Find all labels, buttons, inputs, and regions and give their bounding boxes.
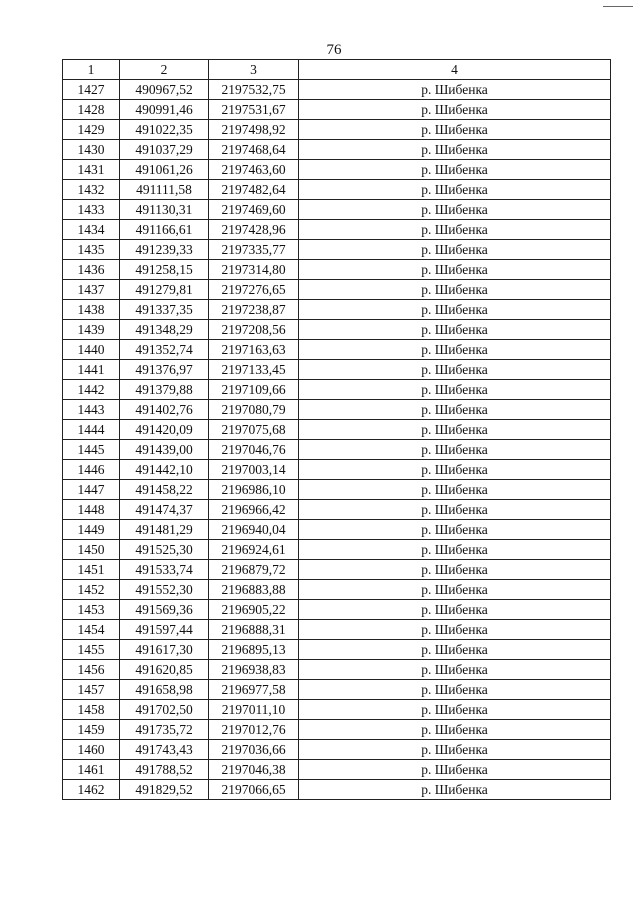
description-cell: р. Шибенка: [299, 180, 611, 200]
point-number-cell: 1445: [63, 440, 120, 460]
x-coordinate-cell: 491258,15: [120, 260, 209, 280]
description-cell: р. Шибенка: [299, 520, 611, 540]
table-row: [63, 140, 611, 160]
point-number-cell: 1433: [63, 200, 120, 220]
point-number-cell: 1443: [63, 400, 120, 420]
y-coordinate-cell: 2197012,76: [209, 720, 299, 740]
y-coordinate-cell: 2197428,96: [209, 220, 299, 240]
x-coordinate-cell: 491037,29: [120, 140, 209, 160]
x-coordinate-cell: 491352,74: [120, 340, 209, 360]
y-coordinate-cell: 2197276,65: [209, 280, 299, 300]
x-coordinate-cell: 490991,46: [120, 100, 209, 120]
point-number-cell: 1452: [63, 580, 120, 600]
point-number-cell: 1435: [63, 240, 120, 260]
y-coordinate-cell: 2197208,56: [209, 320, 299, 340]
point-number-cell: 1447: [63, 480, 120, 500]
table-row: [63, 320, 611, 340]
description-cell: р. Шибенка: [299, 720, 611, 740]
description-cell: р. Шибенка: [299, 160, 611, 180]
table-row: [63, 500, 611, 520]
table-row: [63, 300, 611, 320]
y-coordinate-cell: 2197046,76: [209, 440, 299, 460]
y-coordinate-cell: 2197046,38: [209, 760, 299, 780]
table-row: [63, 400, 611, 420]
y-coordinate-cell: 2197109,66: [209, 380, 299, 400]
table-row: [63, 240, 611, 260]
point-number-cell: 1432: [63, 180, 120, 200]
x-coordinate-cell: 490967,52: [120, 80, 209, 100]
page-number: 76: [326, 42, 342, 58]
x-coordinate-cell: 491597,44: [120, 620, 209, 640]
x-coordinate-cell: 491376,97: [120, 360, 209, 380]
y-coordinate-cell: 2197469,60: [209, 200, 299, 220]
point-number-cell: 1453: [63, 600, 120, 620]
point-number-cell: 1460: [63, 740, 120, 760]
point-number-cell: 1440: [63, 340, 120, 360]
x-coordinate-cell: 491239,33: [120, 240, 209, 260]
x-coordinate-cell: 491658,98: [120, 680, 209, 700]
description-cell: р. Шибенка: [299, 560, 611, 580]
point-number-cell: 1441: [63, 360, 120, 380]
description-cell: р. Шибенка: [299, 620, 611, 640]
x-coordinate-cell: 491743,43: [120, 740, 209, 760]
point-number-cell: 1455: [63, 640, 120, 660]
description-cell: р. Шибенка: [299, 640, 611, 660]
x-coordinate-cell: 491439,00: [120, 440, 209, 460]
table-row: [63, 220, 611, 240]
point-number-cell: 1454: [63, 620, 120, 640]
y-coordinate-cell: 2196895,13: [209, 640, 299, 660]
table-row: [63, 600, 611, 620]
table-row: [63, 260, 611, 280]
x-coordinate-cell: 491525,30: [120, 540, 209, 560]
table-row: [63, 760, 611, 780]
point-number-cell: 1444: [63, 420, 120, 440]
table-row: [63, 120, 611, 140]
table-row: [63, 180, 611, 200]
table-row: [63, 160, 611, 180]
y-coordinate-cell: 2197482,64: [209, 180, 299, 200]
description-cell: р. Шибенка: [299, 660, 611, 680]
x-coordinate-cell: 491279,81: [120, 280, 209, 300]
column-header: 2: [120, 60, 209, 80]
y-coordinate-cell: 2196879,72: [209, 560, 299, 580]
x-coordinate-cell: 491022,35: [120, 120, 209, 140]
point-number-cell: 1448: [63, 500, 120, 520]
description-cell: р. Шибенка: [299, 680, 611, 700]
point-number-cell: 1446: [63, 460, 120, 480]
x-coordinate-cell: 491474,37: [120, 500, 209, 520]
y-coordinate-cell: 2197075,68: [209, 420, 299, 440]
y-coordinate-cell: 2197133,45: [209, 360, 299, 380]
table-row: [63, 640, 611, 660]
table-row: [63, 340, 611, 360]
point-number-cell: 1459: [63, 720, 120, 740]
description-cell: р. Шибенка: [299, 300, 611, 320]
table-row: [63, 680, 611, 700]
x-coordinate-cell: 491552,30: [120, 580, 209, 600]
y-coordinate-cell: 2197163,63: [209, 340, 299, 360]
column-header: 4: [299, 60, 611, 80]
y-coordinate-cell: 2196938,83: [209, 660, 299, 680]
description-cell: р. Шибенка: [299, 740, 611, 760]
table-row: [63, 280, 611, 300]
description-cell: р. Шибенка: [299, 80, 611, 100]
description-cell: р. Шибенка: [299, 200, 611, 220]
y-coordinate-cell: 2197468,64: [209, 140, 299, 160]
y-coordinate-cell: 2197011,10: [209, 700, 299, 720]
scan-artifact-line: [603, 6, 633, 7]
point-number-cell: 1431: [63, 160, 120, 180]
description-cell: р. Шибенка: [299, 440, 611, 460]
y-coordinate-cell: 2196905,22: [209, 600, 299, 620]
point-number-cell: 1439: [63, 320, 120, 340]
description-cell: р. Шибенка: [299, 480, 611, 500]
point-number-cell: 1438: [63, 300, 120, 320]
point-number-cell: 1442: [63, 380, 120, 400]
description-cell: р. Шибенка: [299, 540, 611, 560]
x-coordinate-cell: 491458,22: [120, 480, 209, 500]
table-row: [63, 520, 611, 540]
x-coordinate-cell: 491788,52: [120, 760, 209, 780]
description-cell: р. Шибенка: [299, 340, 611, 360]
x-coordinate-cell: 491829,52: [120, 780, 209, 800]
x-coordinate-cell: 491337,35: [120, 300, 209, 320]
y-coordinate-cell: 2197463,60: [209, 160, 299, 180]
x-coordinate-cell: 491442,10: [120, 460, 209, 480]
point-number-cell: 1437: [63, 280, 120, 300]
y-coordinate-cell: 2196977,58: [209, 680, 299, 700]
table-row: [63, 360, 611, 380]
x-coordinate-cell: 491702,50: [120, 700, 209, 720]
table-row: [63, 440, 611, 460]
point-number-cell: 1461: [63, 760, 120, 780]
description-cell: р. Шибенка: [299, 580, 611, 600]
description-cell: р. Шибенка: [299, 420, 611, 440]
table-row: [63, 200, 611, 220]
table-row: [63, 420, 611, 440]
description-cell: р. Шибенка: [299, 700, 611, 720]
table-row: [63, 720, 611, 740]
point-number-cell: 1449: [63, 520, 120, 540]
table-row: [63, 780, 611, 800]
y-coordinate-cell: 2196966,42: [209, 500, 299, 520]
x-coordinate-cell: 491061,26: [120, 160, 209, 180]
x-coordinate-cell: 491569,36: [120, 600, 209, 620]
description-cell: р. Шибенка: [299, 240, 611, 260]
x-coordinate-cell: 491111,58: [120, 180, 209, 200]
point-number-cell: 1428: [63, 100, 120, 120]
description-cell: р. Шибенка: [299, 120, 611, 140]
description-cell: р. Шибенка: [299, 600, 611, 620]
x-coordinate-cell: 491617,30: [120, 640, 209, 660]
description-cell: р. Шибенка: [299, 780, 611, 800]
description-cell: р. Шибенка: [299, 760, 611, 780]
table-row: [63, 460, 611, 480]
y-coordinate-cell: 2197066,65: [209, 780, 299, 800]
x-coordinate-cell: 491735,72: [120, 720, 209, 740]
y-coordinate-cell: 2197531,67: [209, 100, 299, 120]
point-number-cell: 1457: [63, 680, 120, 700]
point-number-cell: 1451: [63, 560, 120, 580]
point-number-cell: 1456: [63, 660, 120, 680]
x-coordinate-cell: 491402,76: [120, 400, 209, 420]
point-number-cell: 1427: [63, 80, 120, 100]
y-coordinate-cell: 2196883,88: [209, 580, 299, 600]
point-number-cell: 1436: [63, 260, 120, 280]
description-cell: р. Шибенка: [299, 360, 611, 380]
description-cell: р. Шибенка: [299, 460, 611, 480]
description-cell: р. Шибенка: [299, 500, 611, 520]
table-row: [63, 100, 611, 120]
description-cell: р. Шибенка: [299, 260, 611, 280]
table-row: [63, 580, 611, 600]
point-number-cell: 1429: [63, 120, 120, 140]
x-coordinate-cell: 491166,61: [120, 220, 209, 240]
y-coordinate-cell: 2197314,80: [209, 260, 299, 280]
table-row: [63, 620, 611, 640]
table-row: [63, 380, 611, 400]
description-cell: р. Шибенка: [299, 320, 611, 340]
x-coordinate-cell: 491348,29: [120, 320, 209, 340]
column-header: 3: [209, 60, 299, 80]
x-coordinate-cell: 491533,74: [120, 560, 209, 580]
description-cell: р. Шибенка: [299, 140, 611, 160]
coordinates-table: [62, 59, 611, 800]
table-row: [63, 540, 611, 560]
y-coordinate-cell: 2196986,10: [209, 480, 299, 500]
point-number-cell: 1434: [63, 220, 120, 240]
x-coordinate-cell: 491130,31: [120, 200, 209, 220]
column-header: 1: [63, 60, 120, 80]
table-header-row: [63, 60, 611, 80]
point-number-cell: 1462: [63, 780, 120, 800]
y-coordinate-cell: 2197003,14: [209, 460, 299, 480]
point-number-cell: 1450: [63, 540, 120, 560]
table-row: [63, 480, 611, 500]
table-row: [63, 560, 611, 580]
table-row: [63, 80, 611, 100]
description-cell: р. Шибенка: [299, 380, 611, 400]
description-cell: р. Шибенка: [299, 100, 611, 120]
table-row: [63, 740, 611, 760]
y-coordinate-cell: 2197498,92: [209, 120, 299, 140]
x-coordinate-cell: 491620,85: [120, 660, 209, 680]
y-coordinate-cell: 2196940,04: [209, 520, 299, 540]
description-cell: р. Шибенка: [299, 400, 611, 420]
table-row: [63, 700, 611, 720]
point-number-cell: 1458: [63, 700, 120, 720]
x-coordinate-cell: 491481,29: [120, 520, 209, 540]
y-coordinate-cell: 2196888,31: [209, 620, 299, 640]
description-cell: р. Шибенка: [299, 280, 611, 300]
y-coordinate-cell: 2197238,87: [209, 300, 299, 320]
table-row: [63, 660, 611, 680]
x-coordinate-cell: 491379,88: [120, 380, 209, 400]
y-coordinate-cell: 2197335,77: [209, 240, 299, 260]
x-coordinate-cell: 491420,09: [120, 420, 209, 440]
description-cell: р. Шибенка: [299, 220, 611, 240]
y-coordinate-cell: 2197036,66: [209, 740, 299, 760]
y-coordinate-cell: 2197532,75: [209, 80, 299, 100]
y-coordinate-cell: 2197080,79: [209, 400, 299, 420]
point-number-cell: 1430: [63, 140, 120, 160]
y-coordinate-cell: 2196924,61: [209, 540, 299, 560]
